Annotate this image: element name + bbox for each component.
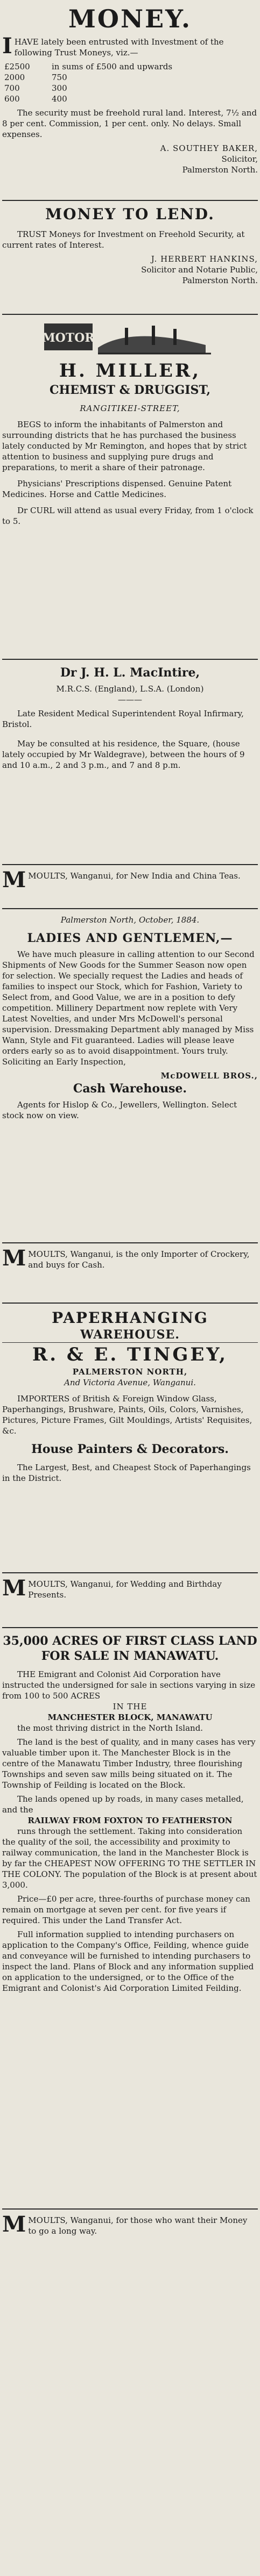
amount-text-cell: 750 bbox=[52, 73, 67, 82]
money-security: The security must be freehold rural land. Interest, 7½ and 8 per cent. Commission, 1 per cent. only. No delays. Small expenses. bbox=[2, 108, 257, 139]
moults-presents-text: MMOULTS, Wanganui, for Wedding and Birthday Presents. bbox=[2, 1575, 222, 1601]
manawatu-p2: the most thriving district in the North Island. bbox=[17, 1723, 203, 1733]
moults-money-advert bbox=[2, 2210, 258, 2269]
table-row bbox=[2, 61, 258, 72]
manawatu-p5: runs through the settlement. Taking into consideration the quality of the soil, the accessibility and proximity to railway communication, the land in the Manchester Block is by far the CHEAPEST NOW OFFERING TO THE SETTLER IN THE COLONY. The population of the Block is at present about 3,000. bbox=[2, 1826, 257, 1890]
money-signer-title: Solicitor, bbox=[221, 154, 258, 164]
amount-cell: 2000 bbox=[4, 73, 25, 82]
doctor-name: Dr J. H. L. MacIntire, bbox=[60, 666, 200, 680]
shop-engraving-icon bbox=[44, 323, 216, 356]
money-intro: IHAVE lately been entrusted with Investment of the following Trust Moneys, viz.— bbox=[2, 33, 224, 59]
chemist-shop-illustration bbox=[44, 323, 216, 356]
shop-sign-text: MOTOR bbox=[44, 331, 95, 345]
dropcap-i: I bbox=[2, 33, 12, 59]
manawatu-block: MANCHESTER BLOCK, MANAWATU bbox=[47, 1712, 213, 1722]
manawatu-p3: The land is the best of quality, and in many cases has very valuable timber upon it. The Manchester Block is in the centre of the Manawatu Timber Industry, three flourishing Townships and seven saw mills being situated on it. The Township of Feilding is located on the Block. bbox=[2, 1737, 256, 1790]
mcdowell-signer: McDOWELL BROS., bbox=[160, 1071, 258, 1081]
money-lend-heading: MONEY TO LEND. bbox=[45, 205, 215, 223]
doctor-consult: May be consulted at his residence, the Square, (house lately occupied by Mr Waldegrave), between the hours of 9 and 10 a.m., 2 and 3 p.m., and 7 and 8 p.m. bbox=[2, 739, 245, 770]
manawatu-in-the: IN THE bbox=[113, 1702, 147, 1711]
tingey-firm: R. & E. TINGEY, bbox=[32, 1344, 228, 1365]
tingey-body: IMPORTERS of British & Foreign Window Glass, Paperhangings, Brushware, Paints, Oils, Colors, Varnishes, Pictures, Picture Frames, Gilt Mouldings, Artists' Requisites, &c. bbox=[2, 1394, 252, 1436]
dropcap-m: M bbox=[2, 1575, 26, 1601]
mcdowell-heading: LADIES AND GENTLEMEN,— bbox=[27, 931, 233, 945]
chemist-dr-note: Dr CURL will attend as usual every Friday, from 1 o'clock to 5. bbox=[2, 506, 254, 526]
doctor-dash: ——— bbox=[118, 695, 142, 704]
tingey-house: House Painters & Decorators. bbox=[31, 1442, 229, 1456]
manawatu-railway: RAILWAY FROM FOXTON TO FEATHERSTON bbox=[27, 1816, 233, 1825]
moults-teas-text: MMOULTS, Wanganui, for New India and China Teas. bbox=[2, 867, 241, 893]
doctor-advert bbox=[2, 660, 258, 864]
chemist-name: H. MILLER, bbox=[59, 360, 201, 382]
manawatu-heading: 35,000 ACRES OF FIRST CLASS LAND FOR SALE IN MANAWATU. bbox=[3, 1634, 257, 1663]
mcdowell-body: We have much pleasure in calling attention to our Second Shipments of New Goods for the Summer Season now open for selection. We specially request the Ladies and heads of families to inspect our Stock, which for Fashion, Variety to Select from, and Good Value, we are in a position to defy competition. Millinery Department now replete with Very Latest Novelties, and under Mrs McDowell's personal supervision. Dressmaking Department ably managed by Miss Wann, Style and Fit guaranteed. Ladies will please leave orders early so as to avoid disappointment. Yours truly. Soliciting an Early Inspection, bbox=[2, 949, 255, 1067]
dropcap-m: M bbox=[2, 1246, 26, 1271]
tingey-place: PALMERSTON NORTH, bbox=[72, 1367, 188, 1377]
dropcap-m: M bbox=[2, 867, 26, 893]
dropcap-m: M bbox=[2, 2212, 26, 2237]
amount-cell: 600 bbox=[4, 94, 20, 104]
table-row bbox=[2, 72, 258, 83]
doctor-former: Late Resident Medical Superintendent Royal Infirmary, Bristol. bbox=[2, 709, 244, 729]
manawatu-land-advert bbox=[2, 1628, 258, 2208]
tingey-advert bbox=[2, 1304, 258, 1572]
money-lend-body: TRUST Moneys for Investment on Freehold Security, at current rates of Interest. bbox=[2, 229, 245, 250]
moults-presents-advert bbox=[2, 1573, 258, 1627]
table-row bbox=[2, 93, 258, 104]
tingey-stock: The Largest, Best, and Cheapest Stock of Paperhangings in the District. bbox=[2, 1463, 251, 1483]
money-to-lend-advert bbox=[2, 201, 258, 314]
money-signer-place: Palmerston North. bbox=[182, 165, 258, 175]
chemist-title: CHEMIST & DRUGGIST, bbox=[49, 383, 211, 397]
manawatu-p1: THE Emigrant and Colonist Aid Corporation have instructed the undersigned for sale in sections varying in size from 100 to 500 ACRES bbox=[2, 1670, 256, 1701]
chemist-advert bbox=[2, 315, 258, 659]
manawatu-p6: Price—£0 per acre, three-fourths of purchase money can remain on mortgage at seven per cent. for five years if required. This under the Land Transfer Act. bbox=[2, 1894, 250, 1925]
mcdowell-advert bbox=[2, 909, 258, 1242]
money-lend-signer: J. HERBERT HANKINS, bbox=[151, 254, 258, 264]
doctor-quals: M.R.C.S. (England), L.S.A. (London) bbox=[56, 684, 204, 694]
amount-text-cell: 300 bbox=[52, 83, 67, 93]
table-row bbox=[2, 83, 258, 93]
money-lend-place: Palmerston North. bbox=[182, 276, 258, 285]
amount-cell: £2500 bbox=[4, 62, 30, 71]
mcdowell-cash: Cash Warehouse. bbox=[73, 1082, 187, 1096]
mcdowell-agents: Agents for Hislop & Co., Jewellers, Wellington. Select stock now on view. bbox=[2, 1100, 237, 1120]
amount-cell: 700 bbox=[4, 83, 20, 93]
money-rates-table bbox=[2, 61, 258, 104]
money-lend-title: Solicitor and Notarie Public, bbox=[141, 265, 258, 275]
manawatu-p7: Full information supplied to intending purchasers on application to the Company's Office, Feilding, whence guide and conveyance will be furnished to intending purchasers to inspect the land. Plans of Block and any information supplied on application to the undersigned, or to the Office of the Emigrant and Colonist's Aid Corporation Limited Feilding. bbox=[2, 1930, 254, 1993]
moults-teas-advert bbox=[2, 865, 258, 908]
moults-crockery-advert bbox=[2, 1243, 258, 1303]
mcdowell-dateline: Palmerston North, October, 1884. bbox=[60, 915, 200, 925]
money-advert bbox=[2, 0, 258, 200]
tingey-line1: PAPERHANGING bbox=[52, 1309, 208, 1327]
moults-money-text: MMOULTS, Wanganui, for those who want their Money to go a long way. bbox=[2, 2212, 248, 2237]
chemist-physicians: Physicians' Prescriptions dispensed. Genuine Patent Medicines. Horse and Cattle Medicines. bbox=[2, 479, 232, 499]
amount-text-cell: in sums of £500 and upwards bbox=[52, 62, 173, 71]
manawatu-p4: The lands opened up by roads, in many cases metalled, and the bbox=[2, 1794, 244, 1815]
chemist-body: BEGS to inform the inhabitants of Palmerston and surrounding districts that he has purchased the business lately conducted by Mr Remington, and hopes that by strict attention to business and supplying pure drugs and preparations, to merit a share of their patronage. bbox=[2, 420, 247, 472]
moults-crockery-text: MMOULTS, Wanganui, is the only Importer of Crockery, and buys for Cash. bbox=[2, 1246, 250, 1271]
tingey-line2: WAREHOUSE. bbox=[80, 1328, 180, 1342]
money-signer: A. SOUTHEY BAKER, bbox=[160, 143, 258, 153]
amount-text-cell: 400 bbox=[52, 94, 67, 104]
chemist-street: RANGITIKEI-STREET, bbox=[80, 404, 180, 413]
tingey-place2: And Victoria Avenue, Wanganui. bbox=[64, 1378, 196, 1387]
money-heading: MONEY. bbox=[68, 4, 192, 33]
